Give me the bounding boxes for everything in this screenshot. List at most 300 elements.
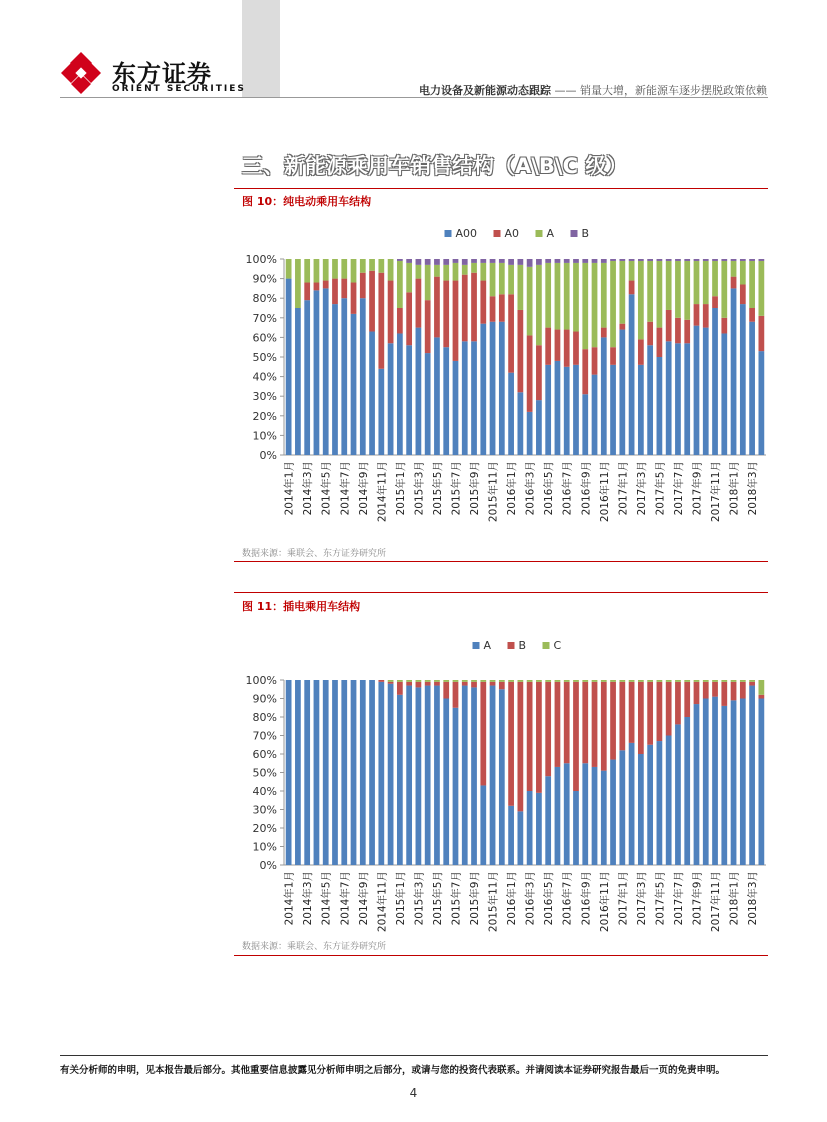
bar-a0 xyxy=(443,281,449,348)
bar-a00 xyxy=(536,400,542,455)
x-tick-label: 2015年11月 xyxy=(487,871,500,933)
bar-c xyxy=(647,680,653,682)
x-tick-label: 2015年9月 xyxy=(469,461,482,516)
bar-a xyxy=(499,263,505,294)
bar-c xyxy=(555,680,561,682)
header-decor-band xyxy=(242,0,280,97)
bar-a00 xyxy=(443,347,449,455)
bar-a xyxy=(573,791,579,865)
bar-a0 xyxy=(314,283,320,291)
y-tick-label: 90% xyxy=(252,692,277,706)
bar-b xyxy=(480,259,486,263)
bar-a0 xyxy=(758,316,764,351)
x-tick-label: 2015年9月 xyxy=(469,871,482,926)
x-tick-label: 2016年1月 xyxy=(506,461,519,516)
bar-c xyxy=(416,680,422,682)
bar-a0 xyxy=(341,279,347,299)
bar-a00 xyxy=(564,367,570,455)
bar-a xyxy=(758,261,764,316)
x-tick-label: 2018年3月 xyxy=(747,461,760,516)
x-tick-label: 2014年1月 xyxy=(283,461,296,516)
y-tick-label: 100% xyxy=(245,253,277,266)
x-tick-label: 2015年1月 xyxy=(394,871,407,926)
bar-b xyxy=(462,259,468,265)
bar-a xyxy=(555,263,561,330)
bar-a xyxy=(416,687,422,865)
bar-a00 xyxy=(499,322,505,455)
brand-name-cn: 东方证券 xyxy=(112,60,212,88)
bar-b xyxy=(721,259,727,261)
bar-b xyxy=(443,682,449,699)
bar-a0 xyxy=(545,328,551,365)
bar-c xyxy=(397,680,403,682)
bar-a0 xyxy=(508,294,514,372)
bar-a0 xyxy=(406,292,412,345)
bar-a xyxy=(555,767,561,865)
x-tick-label: 2017年1月 xyxy=(617,871,630,926)
bar-a xyxy=(731,261,737,277)
x-tick-label: 2017年5月 xyxy=(654,871,667,926)
bar-a0 xyxy=(434,277,440,338)
bar-a00 xyxy=(351,314,357,455)
bar-b xyxy=(749,259,755,261)
bar-b xyxy=(647,259,653,261)
bar-b xyxy=(666,682,672,736)
bar-a xyxy=(545,263,551,328)
bar-a00 xyxy=(341,298,347,455)
x-tick-label: 2014年9月 xyxy=(357,871,370,926)
bar-a00 xyxy=(582,394,588,455)
x-tick-label: 2017年9月 xyxy=(691,461,704,516)
bar-a00 xyxy=(286,279,292,455)
bar-b xyxy=(517,682,523,812)
bar-a xyxy=(314,680,320,865)
bar-a xyxy=(295,680,301,865)
bar-a xyxy=(286,259,292,279)
x-tick-label: 2015年5月 xyxy=(431,461,444,516)
y-tick-label: 70% xyxy=(252,311,277,325)
x-tick-label: 2017年3月 xyxy=(635,461,648,516)
bar-a xyxy=(721,261,727,318)
bar-a00 xyxy=(629,294,635,455)
bar-b xyxy=(740,682,746,699)
bar-b xyxy=(499,259,505,263)
bar-b xyxy=(453,259,459,263)
bar-a xyxy=(666,261,672,310)
bar-c xyxy=(480,680,486,682)
bar-a xyxy=(425,686,431,865)
bar-a xyxy=(425,265,431,300)
bar-a xyxy=(675,261,681,318)
bar-b xyxy=(434,259,440,265)
bar-a0 xyxy=(490,296,496,321)
bar-a xyxy=(740,261,746,285)
bar-a0 xyxy=(517,310,523,392)
y-tick-label: 50% xyxy=(252,351,277,364)
figure-10-top-rule xyxy=(234,188,768,189)
bar-c xyxy=(545,680,551,682)
bar-a0 xyxy=(462,275,468,342)
bar-a xyxy=(406,686,412,865)
bar-b xyxy=(749,682,755,686)
bar-b xyxy=(694,682,700,704)
y-tick-label: 30% xyxy=(252,803,277,817)
bar-a xyxy=(610,760,616,865)
bar-b xyxy=(453,682,459,708)
bar-b xyxy=(443,259,449,265)
x-tick-label: 2016年11月 xyxy=(598,461,611,523)
bar-b xyxy=(555,259,561,263)
bar-a00 xyxy=(721,333,727,455)
bar-c xyxy=(499,680,505,682)
x-tick-label: 2014年7月 xyxy=(339,461,352,516)
bar-a00 xyxy=(462,341,468,455)
bar-a xyxy=(453,263,459,281)
x-tick-label: 2014年3月 xyxy=(302,871,315,926)
bar-a xyxy=(684,717,690,865)
bar-b xyxy=(703,682,709,699)
bar-b xyxy=(416,682,422,688)
bar-b xyxy=(638,682,644,754)
y-tick-label: 20% xyxy=(252,822,277,835)
bar-b xyxy=(712,682,718,697)
bar-c xyxy=(536,680,542,682)
legend-swatch-c xyxy=(543,642,550,649)
bar-b xyxy=(527,682,533,791)
legend-swatch-a xyxy=(536,230,543,237)
bar-b xyxy=(657,682,663,741)
bar-a xyxy=(351,680,357,865)
y-tick-label: 10% xyxy=(252,429,277,443)
bar-a xyxy=(397,695,403,865)
x-tick-label: 2017年3月 xyxy=(635,871,648,926)
bar-a00 xyxy=(471,341,477,455)
y-tick-label: 60% xyxy=(252,748,277,761)
bar-a xyxy=(749,261,755,308)
bar-c xyxy=(425,680,431,682)
bar-b xyxy=(536,259,542,265)
x-tick-label: 2016年9月 xyxy=(580,871,593,926)
bar-a00 xyxy=(425,353,431,455)
bar-a00 xyxy=(323,288,329,455)
bar-a xyxy=(731,700,737,865)
bar-a0 xyxy=(740,284,746,304)
bar-a xyxy=(619,750,625,865)
legend-label-a: A xyxy=(483,639,492,652)
bar-a xyxy=(675,724,681,865)
x-tick-label: 2016年3月 xyxy=(524,461,537,516)
figure-11-top-rule xyxy=(234,592,768,593)
bar-a xyxy=(629,261,635,281)
bar-a0 xyxy=(351,283,357,314)
bar-a xyxy=(499,689,505,865)
bar-a0 xyxy=(527,335,533,411)
bar-c xyxy=(490,680,496,682)
legend-label-b: B xyxy=(518,639,527,652)
bar-a00 xyxy=(517,392,523,455)
bar-b xyxy=(517,259,523,265)
bar-a xyxy=(471,263,477,273)
bar-a xyxy=(527,267,533,336)
bar-a0 xyxy=(629,281,635,295)
bar-a xyxy=(360,680,366,865)
bar-a0 xyxy=(675,318,681,343)
bar-a xyxy=(592,263,598,347)
report-header xyxy=(419,82,767,98)
x-tick-label: 2016年11月 xyxy=(598,871,611,933)
bar-b xyxy=(480,682,486,786)
bar-c xyxy=(406,680,412,682)
bar-a0 xyxy=(323,281,329,289)
x-tick-label: 2015年1月 xyxy=(394,461,407,516)
bar-a0 xyxy=(582,349,588,394)
bar-a00 xyxy=(758,351,764,455)
x-tick-label: 2016年5月 xyxy=(543,871,556,926)
x-tick-label: 2014年9月 xyxy=(357,461,370,516)
bar-a00 xyxy=(527,412,533,455)
bar-b xyxy=(425,259,431,265)
bar-b xyxy=(740,259,746,261)
bar-a xyxy=(517,265,523,310)
bar-c xyxy=(758,680,764,695)
bar-b xyxy=(434,682,440,686)
bar-a00 xyxy=(749,322,755,455)
bar-c xyxy=(721,680,727,682)
bar-a00 xyxy=(416,328,422,455)
bar-a xyxy=(564,263,570,330)
bar-a00 xyxy=(703,328,709,455)
bar-a xyxy=(564,763,570,865)
bar-a00 xyxy=(684,343,690,455)
bar-b xyxy=(610,682,616,760)
bar-a0 xyxy=(684,320,690,344)
bar-a xyxy=(647,745,653,865)
bar-a xyxy=(758,699,764,866)
bar-b xyxy=(564,682,570,763)
x-tick-label: 2015年7月 xyxy=(450,461,463,516)
bar-c xyxy=(740,680,746,682)
bar-b xyxy=(527,259,533,267)
x-tick-label: 2016年1月 xyxy=(506,871,519,926)
legend-label-c: C xyxy=(553,639,562,652)
bar-a0 xyxy=(703,304,709,328)
bar-c xyxy=(471,680,477,682)
bar-a0 xyxy=(592,347,598,374)
figure-11-title: 图 11：插电乘用车结构 xyxy=(242,600,361,613)
bar-a0 xyxy=(731,277,737,289)
bar-a xyxy=(545,776,551,865)
bar-a00 xyxy=(304,300,310,455)
bar-a00 xyxy=(731,288,737,455)
bar-b xyxy=(592,682,598,767)
y-tick-label: 100% xyxy=(245,674,277,687)
bar-b xyxy=(675,259,681,261)
bar-a xyxy=(740,699,746,866)
legend-swatch-a0 xyxy=(494,230,501,237)
bar-a0 xyxy=(388,281,394,344)
bar-a xyxy=(749,686,755,865)
report-subtitle: 销量大增，新能源车逐步摆脱政策依赖 xyxy=(580,84,767,97)
orient-logo-icon xyxy=(60,52,102,94)
bar-a00 xyxy=(740,304,746,455)
bar-a xyxy=(471,687,477,865)
y-tick-label: 10% xyxy=(252,840,277,854)
bar-c xyxy=(610,680,616,682)
bar-a0 xyxy=(471,273,477,342)
bar-b xyxy=(573,682,579,791)
x-tick-label: 2015年5月 xyxy=(431,871,444,926)
y-tick-label: 90% xyxy=(252,272,277,286)
bar-c xyxy=(434,680,440,682)
bar-a xyxy=(397,261,403,308)
y-tick-label: 0% xyxy=(259,859,277,872)
bar-a xyxy=(453,708,459,865)
bar-b xyxy=(712,259,718,261)
x-tick-label: 2015年3月 xyxy=(413,461,426,516)
brand-name-en: ORIENT SECURITIES xyxy=(112,84,246,94)
bar-a xyxy=(666,736,672,866)
bar-a00 xyxy=(610,365,616,455)
bar-a0 xyxy=(638,339,644,364)
bar-a0 xyxy=(397,308,403,333)
x-tick-label: 2014年11月 xyxy=(376,871,389,933)
x-tick-label: 2017年11月 xyxy=(710,461,723,523)
bar-b xyxy=(675,682,681,725)
bar-c xyxy=(462,680,468,682)
bar-a xyxy=(462,265,468,275)
x-tick-label: 2014年1月 xyxy=(283,871,296,926)
bar-a xyxy=(360,259,366,273)
bar-b xyxy=(471,682,477,688)
bar-a0 xyxy=(536,345,542,400)
x-tick-label: 2018年3月 xyxy=(747,871,760,926)
bar-a xyxy=(712,261,718,296)
bar-b xyxy=(397,682,403,695)
bar-a xyxy=(480,785,486,865)
bar-a xyxy=(694,261,700,304)
bar-c xyxy=(629,680,635,682)
x-tick-label: 2016年7月 xyxy=(561,461,574,516)
y-tick-label: 40% xyxy=(252,370,277,384)
bar-a xyxy=(601,771,607,865)
bar-a xyxy=(657,741,663,865)
x-tick-label: 2016年9月 xyxy=(580,461,593,516)
bar-a xyxy=(378,259,384,273)
bar-a xyxy=(694,704,700,865)
x-tick-label: 2018年1月 xyxy=(728,461,741,516)
y-tick-label: 80% xyxy=(252,292,277,306)
bar-a00 xyxy=(388,343,394,455)
bar-a0 xyxy=(610,347,616,365)
y-tick-label: 60% xyxy=(252,331,277,345)
bar-b xyxy=(564,259,570,263)
bar-a0 xyxy=(416,279,422,328)
bar-b xyxy=(684,682,690,717)
legend-swatch-a xyxy=(473,642,480,649)
bar-a xyxy=(536,265,542,345)
bar-a xyxy=(369,680,375,865)
bar-a00 xyxy=(657,357,663,455)
bar-a00 xyxy=(666,341,672,455)
bar-a00 xyxy=(545,365,551,455)
bar-a xyxy=(286,680,292,865)
report-series: 电力设备及新能源动态跟踪 xyxy=(419,84,551,97)
bar-c xyxy=(601,680,607,682)
bar-a0 xyxy=(480,281,486,324)
x-tick-label: 2017年1月 xyxy=(617,461,630,516)
bar-a0 xyxy=(619,324,625,330)
bar-b xyxy=(638,259,644,261)
bar-b xyxy=(406,682,412,686)
bar-a0 xyxy=(601,328,607,338)
bar-a xyxy=(712,697,718,865)
bar-a xyxy=(721,706,727,865)
bar-a xyxy=(508,265,514,294)
bar-b xyxy=(758,695,764,699)
bar-a0 xyxy=(657,328,663,357)
bar-c xyxy=(527,680,533,682)
bar-a0 xyxy=(573,332,579,365)
bar-a0 xyxy=(694,304,700,326)
bar-b xyxy=(592,259,598,263)
bar-a0 xyxy=(555,330,561,361)
bar-b xyxy=(582,259,588,263)
bar-a xyxy=(480,263,486,281)
bar-a xyxy=(517,811,523,865)
bar-a xyxy=(592,767,598,865)
bar-a xyxy=(434,686,440,865)
figure-10-bottom-rule xyxy=(234,561,768,562)
bar-a xyxy=(314,259,320,283)
figure-11-chart xyxy=(234,632,768,934)
bar-a00 xyxy=(480,324,486,455)
bar-a0 xyxy=(453,281,459,361)
bar-c xyxy=(703,680,709,682)
bar-b xyxy=(666,259,672,261)
bar-b xyxy=(545,682,551,776)
bar-a00 xyxy=(712,308,718,455)
bar-a0 xyxy=(425,300,431,353)
bar-a xyxy=(434,265,440,277)
figure-10-chart xyxy=(234,212,768,540)
bar-a xyxy=(378,682,384,865)
figure-11-source: 数据来源：乘联会、东方证券研究所 xyxy=(242,942,387,952)
figure-10-source: 数据来源：乘联会、东方证券研究所 xyxy=(242,549,387,559)
bar-b xyxy=(508,682,514,806)
bar-c xyxy=(666,680,672,682)
x-tick-label: 2017年9月 xyxy=(691,871,704,926)
x-tick-label: 2014年5月 xyxy=(320,871,333,926)
x-tick-label: 2015年3月 xyxy=(413,871,426,926)
bar-a xyxy=(490,686,496,865)
bar-a0 xyxy=(332,279,338,304)
bar-b xyxy=(657,259,663,261)
x-tick-label: 2014年11月 xyxy=(376,461,389,523)
bar-a00 xyxy=(694,326,700,455)
bar-b xyxy=(555,682,561,767)
bar-b xyxy=(536,682,542,793)
x-tick-label: 2015年7月 xyxy=(450,871,463,926)
bar-a xyxy=(304,259,310,283)
bar-a xyxy=(351,259,357,283)
legend-label-a00: A00 xyxy=(455,227,478,240)
x-tick-label: 2016年3月 xyxy=(524,871,537,926)
bar-a0 xyxy=(360,273,366,298)
footer-divider xyxy=(60,1055,768,1056)
bar-a0 xyxy=(721,318,727,334)
bar-b xyxy=(545,259,551,263)
bar-b xyxy=(378,680,384,682)
